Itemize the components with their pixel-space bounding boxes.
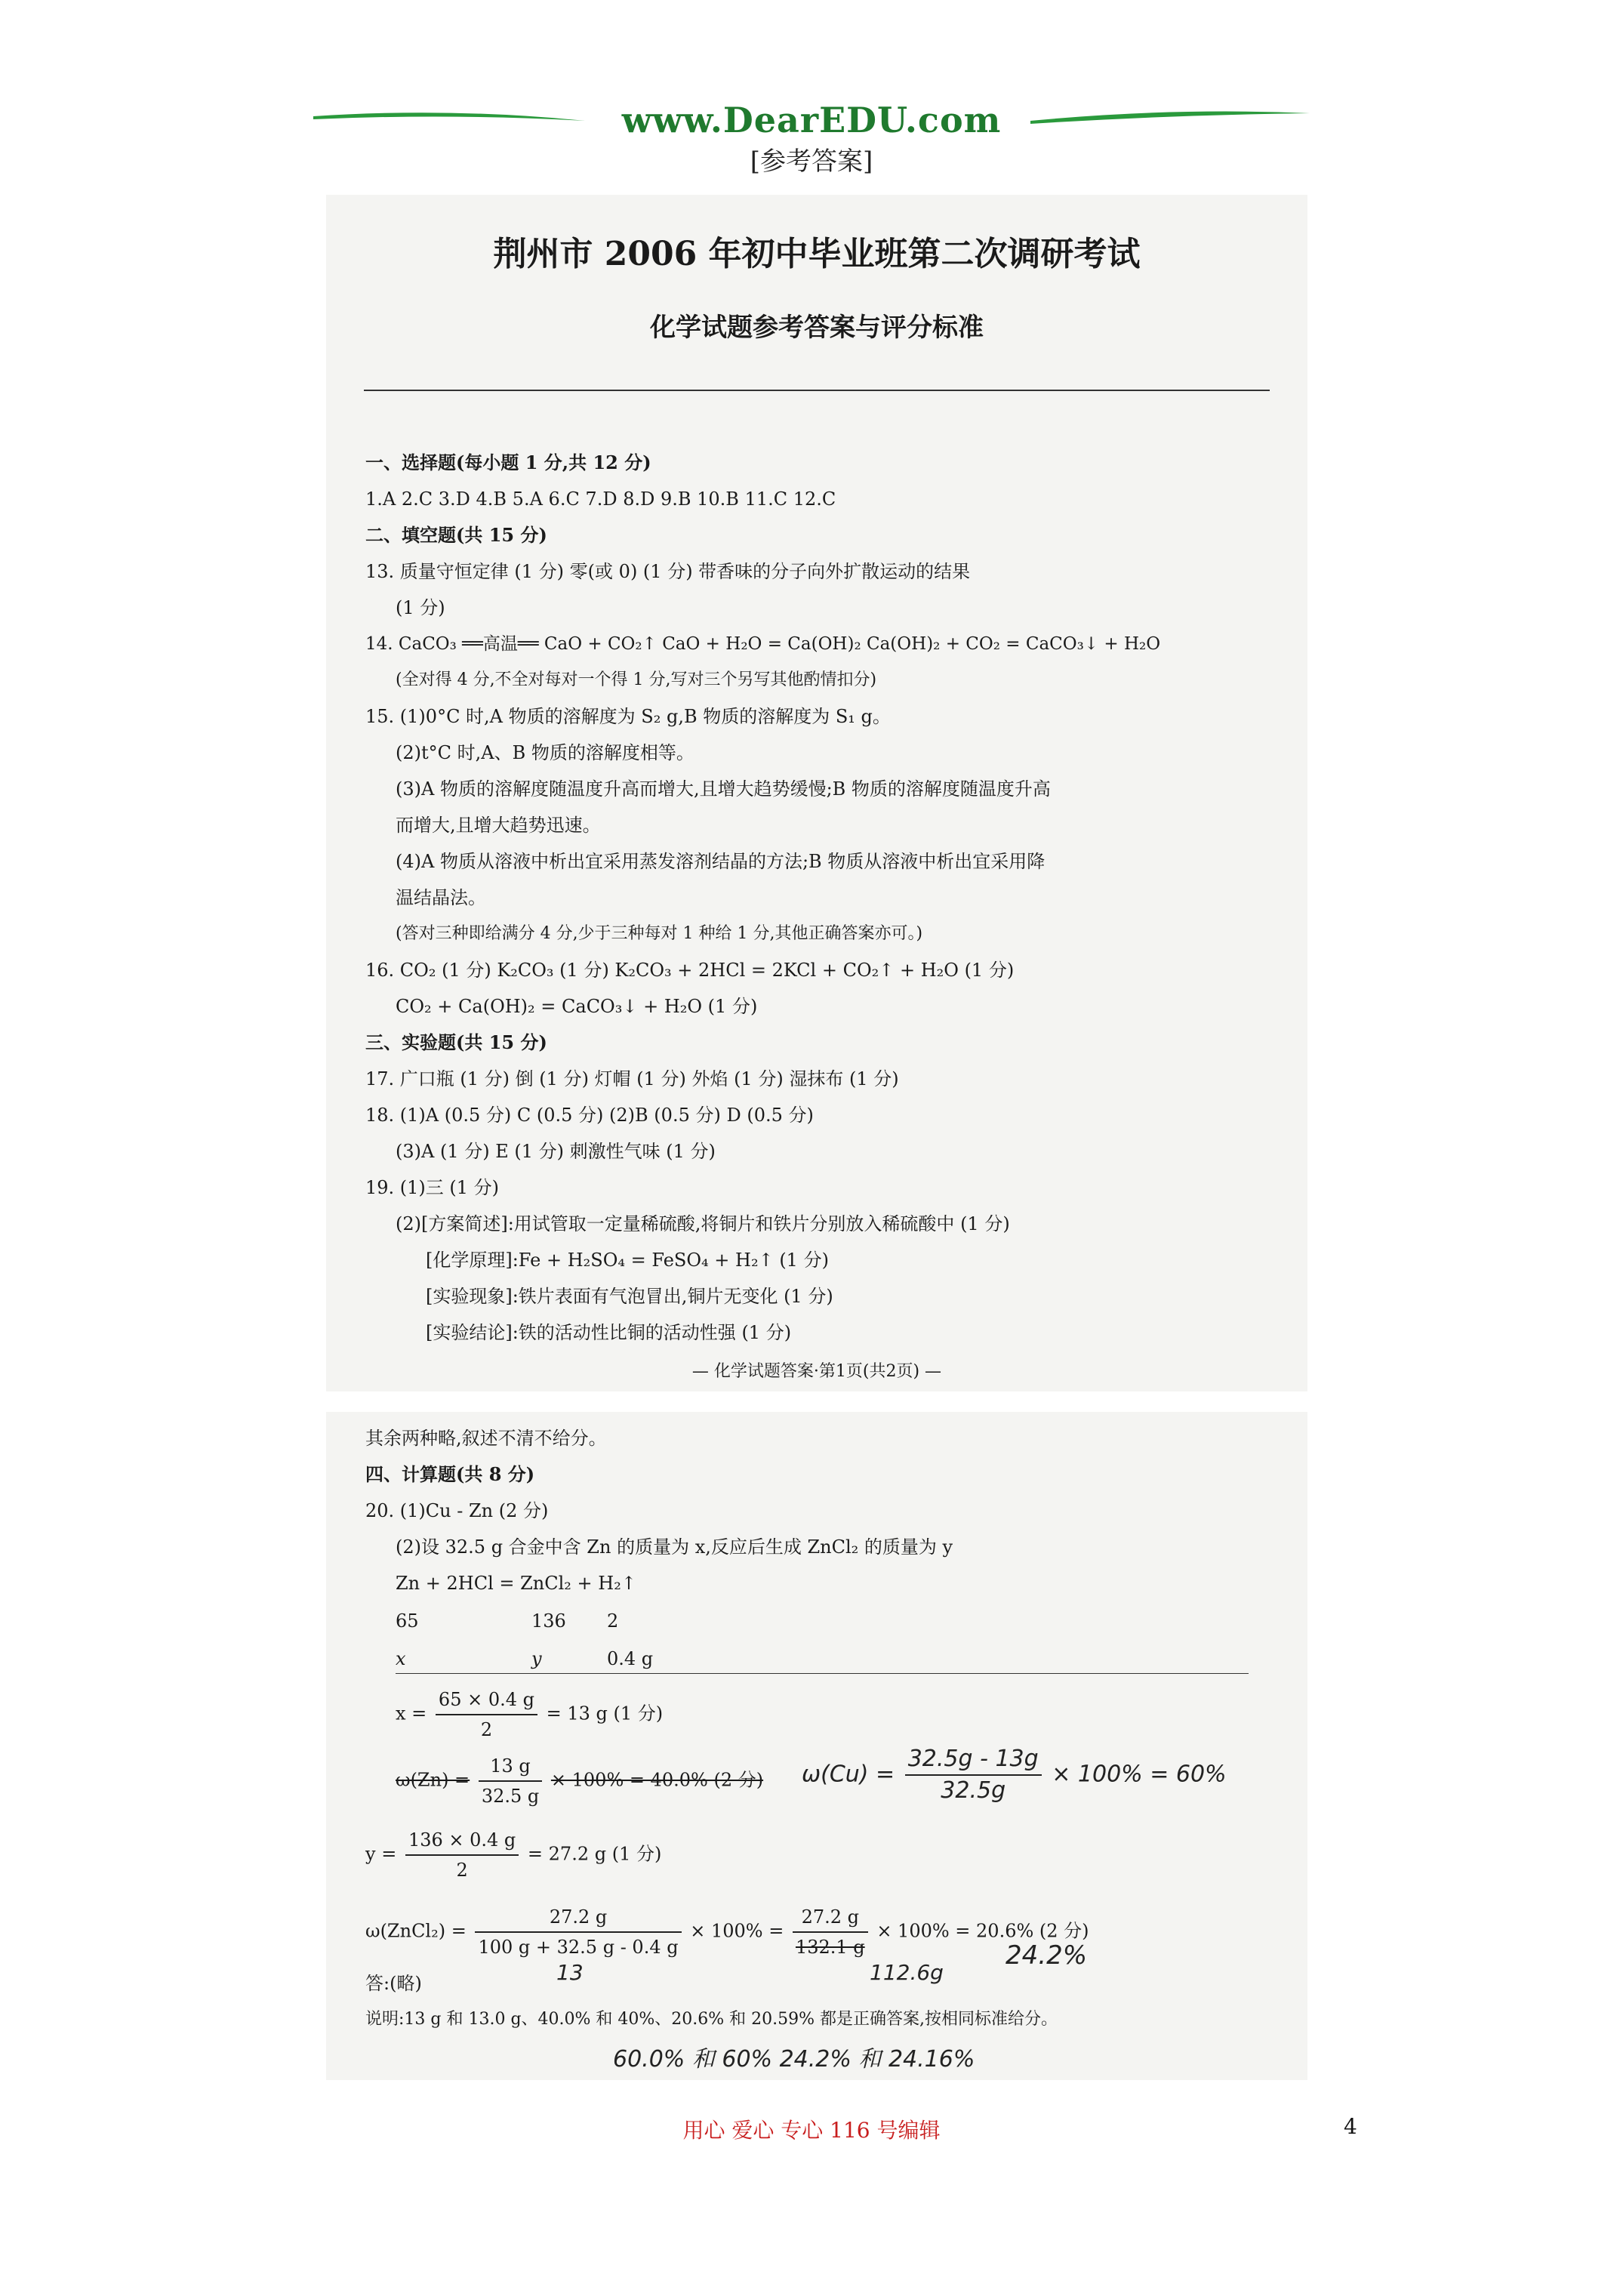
header-swoosh-right bbox=[1030, 106, 1310, 128]
answer-line: 19. (1)三 (1 分) bbox=[365, 1177, 500, 1198]
answer-line: [化学原理]:Fe + H₂SO₄ = FeSO₄ + H₂↑ (1 分) bbox=[426, 1250, 829, 1271]
exam-title: 荆州市 2006 年初中毕业班第二次调研考试 bbox=[493, 235, 1141, 273]
answer-line: 其余两种略,叙述不清不给分。 bbox=[365, 1428, 607, 1449]
section-heading: 四、计算题(共 8 分) bbox=[365, 1463, 535, 1485]
eq-rhs: = 13 g (1 分) bbox=[546, 1703, 664, 1724]
fraction bbox=[793, 1903, 868, 1962]
answer-line: 16. CO₂ (1 分) K₂CO₃ (1 分) K₂CO₃ + 2HCl = 2KCl + CO₂↑ + H₂O (1 分) bbox=[365, 960, 1015, 981]
denominator: 132.1 g bbox=[795, 1937, 865, 1958]
stoich-value: 2 bbox=[607, 1610, 619, 1632]
eq-mid: × 100% = bbox=[690, 1920, 784, 1942]
eq-lhs: x = bbox=[396, 1703, 427, 1724]
section-heading: 一、选择题(每小题 1 分,共 12 分) bbox=[365, 451, 651, 473]
equation-w-zn bbox=[396, 1752, 763, 1811]
hw-denominator: 32.5g bbox=[941, 1777, 1006, 1804]
equation-w-zncl2 bbox=[365, 1903, 1089, 1962]
answer-line: 18. (1)A (0.5 分) C (0.5 分) (2)B (0.5 分) D (0.5 分) bbox=[365, 1105, 814, 1126]
eq-rhs: × 100% = 20.6% (2 分) bbox=[876, 1920, 1089, 1942]
answer-line: 20. (1)Cu - Zn (2 分) bbox=[365, 1500, 549, 1521]
scoring-note: (答对三种即给满分 4 分,少于三种每对 1 种给 1 分,其他正确答案亦可。) bbox=[396, 924, 923, 943]
answer-line: (3)A (1 分) E (1 分) 刺激性气味 (1 分) bbox=[396, 1141, 716, 1162]
answer-line: 15. (1)0°C 时,A 物质的溶解度为 S₂ g,B 物质的溶解度为 S₁ g。 bbox=[365, 706, 891, 727]
answer-line: [实验结论]:铁的活动性比铜的活动性强 (1 分) bbox=[426, 1322, 792, 1343]
eq-rhs: × 100% = 40.0% (2 分) bbox=[550, 1769, 764, 1791]
stoich-divider bbox=[396, 1673, 1249, 1674]
stoich-value: 136 bbox=[531, 1610, 566, 1632]
page-number: 4 bbox=[1344, 2114, 1357, 2139]
stoich-value: 65 bbox=[396, 1610, 419, 1632]
page-footer: 用心 爱心 专心 116 号编辑 bbox=[682, 2118, 941, 2143]
equation-line: Zn + 2HCl = ZnCl₂ + H₂↑ bbox=[396, 1573, 636, 1594]
hw-rhs: × 100% = 60% bbox=[1052, 1761, 1227, 1788]
eq-lhs: y = bbox=[365, 1843, 397, 1865]
numerator: 27.2 g bbox=[793, 1903, 868, 1933]
exam-subtitle: 化学试题参考答案与评分标准 bbox=[650, 313, 984, 343]
site-logo-text: www.DearEDU.com bbox=[621, 100, 1002, 140]
answer-line: 温结晶法。 bbox=[396, 887, 486, 908]
hw-lhs: ω(Cu) = bbox=[802, 1761, 895, 1788]
eq-lhs: ω(Zn) = bbox=[396, 1769, 470, 1791]
stoich-value: x bbox=[396, 1648, 406, 1669]
equation-y bbox=[365, 1826, 661, 1885]
handwritten-result-fix: 24.2% bbox=[1006, 1940, 1088, 1971]
answer-line: (3)A 物质的溶解度随温度升高而增大,且增大趋势缓慢;B 物质的溶解度随温度升高 bbox=[396, 778, 1051, 800]
scan-page-footer: — 化学试题答案·第1页(共2页) — bbox=[691, 1362, 942, 1381]
numerator: 65 × 0.4 g bbox=[436, 1685, 537, 1715]
fraction bbox=[436, 1685, 537, 1744]
stoich-value: y bbox=[531, 1648, 542, 1669]
numerator: 27.2 g bbox=[475, 1903, 681, 1933]
answer-line: CO₂ + Ca(OH)₂ = CaCO₃↓ + H₂O (1 分) bbox=[396, 996, 758, 1017]
scoring-note: (全对得 4 分,不全对每对一个得 1 分,写对三个另写其他酌情扣分) bbox=[396, 670, 877, 689]
answer-line: (2)[方案简述]:用试管取一定量稀硫酸,将铜片和铁片分别放入稀硫酸中 (1 分) bbox=[396, 1213, 1010, 1234]
answer-line: 14. CaCO₃ ══高温══ CaO + CO₂↑ CaO + H₂O = Ca(OH)₂ Ca(OH)₂ + CO₂ = CaCO₃↓ + H₂O bbox=[365, 634, 1161, 654]
answer-line: (2)设 32.5 g 合金中含 Zn 的质量为 x,反应后生成 ZnCl₂ 的质量为 y bbox=[396, 1536, 953, 1558]
answer-line: (1 分) bbox=[396, 597, 445, 618]
fraction bbox=[479, 1752, 542, 1811]
answer-line: 1.A 2.C 3.D 4.B 5.A 6.C 7.D 8.D 9.B 10.B 11.C 12.C bbox=[365, 488, 836, 510]
denominator: 100 g + 32.5 g - 0.4 g bbox=[478, 1937, 679, 1958]
section-heading: 二、填空题(共 15 分) bbox=[365, 524, 547, 546]
fraction bbox=[475, 1903, 681, 1962]
fraction bbox=[405, 1826, 519, 1885]
eq-rhs: = 27.2 g (1 分) bbox=[527, 1843, 662, 1865]
answer-line: (2)t°C 时,A、B 物质的溶解度相等。 bbox=[396, 742, 694, 763]
header-subtitle: [参考答案] bbox=[750, 146, 873, 177]
handwritten-denominator-fix-2: 112.6g bbox=[870, 1960, 944, 1985]
section-heading: 三、实验题(共 15 分) bbox=[365, 1031, 547, 1053]
scanned-answer-page-1 bbox=[326, 195, 1307, 1391]
handwritten-w-cu bbox=[802, 1744, 1227, 1806]
numerator: 13 g bbox=[479, 1752, 542, 1782]
answer-line: [实验现象]:铁片表面有气泡冒出,铜片无变化 (1 分) bbox=[426, 1286, 833, 1307]
handwritten-note-fix: 60.0% 和 60% 24.2% 和 24.16% bbox=[613, 2046, 975, 2073]
denominator: 2 bbox=[456, 1860, 468, 1881]
equation-x bbox=[396, 1685, 663, 1744]
numerator: 136 × 0.4 g bbox=[405, 1826, 519, 1856]
answer-line: 17. 广口瓶 (1 分) 倒 (1 分) 灯帽 (1 分) 外焰 (1 分) 湿抹布 (1 分) bbox=[365, 1068, 899, 1089]
answer-line: (4)A 物质从溶液中析出宜采用蒸发溶剂结晶的方法;B 物质从溶液中析出宜采用降 bbox=[396, 851, 1046, 872]
hw-fraction bbox=[905, 1744, 1042, 1806]
scoring-note: 说明:13 g 和 13.0 g、40.0% 和 40%、20.6% 和 20.59% 都是正确答案,按相同标准给分。 bbox=[365, 2010, 1058, 2029]
scanned-answer-page-2 bbox=[326, 1412, 1307, 2080]
denominator: 2 bbox=[480, 1719, 493, 1740]
answer-line: 13. 质量守恒定律 (1 分) 零(或 0) (1 分) 带香味的分子向外扩散运动的结果 bbox=[365, 561, 971, 582]
answer-line: 答:(略) bbox=[365, 1973, 422, 1994]
answer-line: 而增大,且增大趋势迅速。 bbox=[396, 815, 601, 836]
title-divider bbox=[364, 390, 1270, 391]
handwritten-denominator-fix: 13 bbox=[556, 1960, 584, 1985]
denominator: 32.5 g bbox=[481, 1786, 540, 1807]
stoich-value: 0.4 g bbox=[607, 1648, 654, 1669]
eq-lhs: ω(ZnCl₂) = bbox=[365, 1920, 467, 1942]
hw-numerator: 32.5g - 13g bbox=[905, 1744, 1042, 1776]
